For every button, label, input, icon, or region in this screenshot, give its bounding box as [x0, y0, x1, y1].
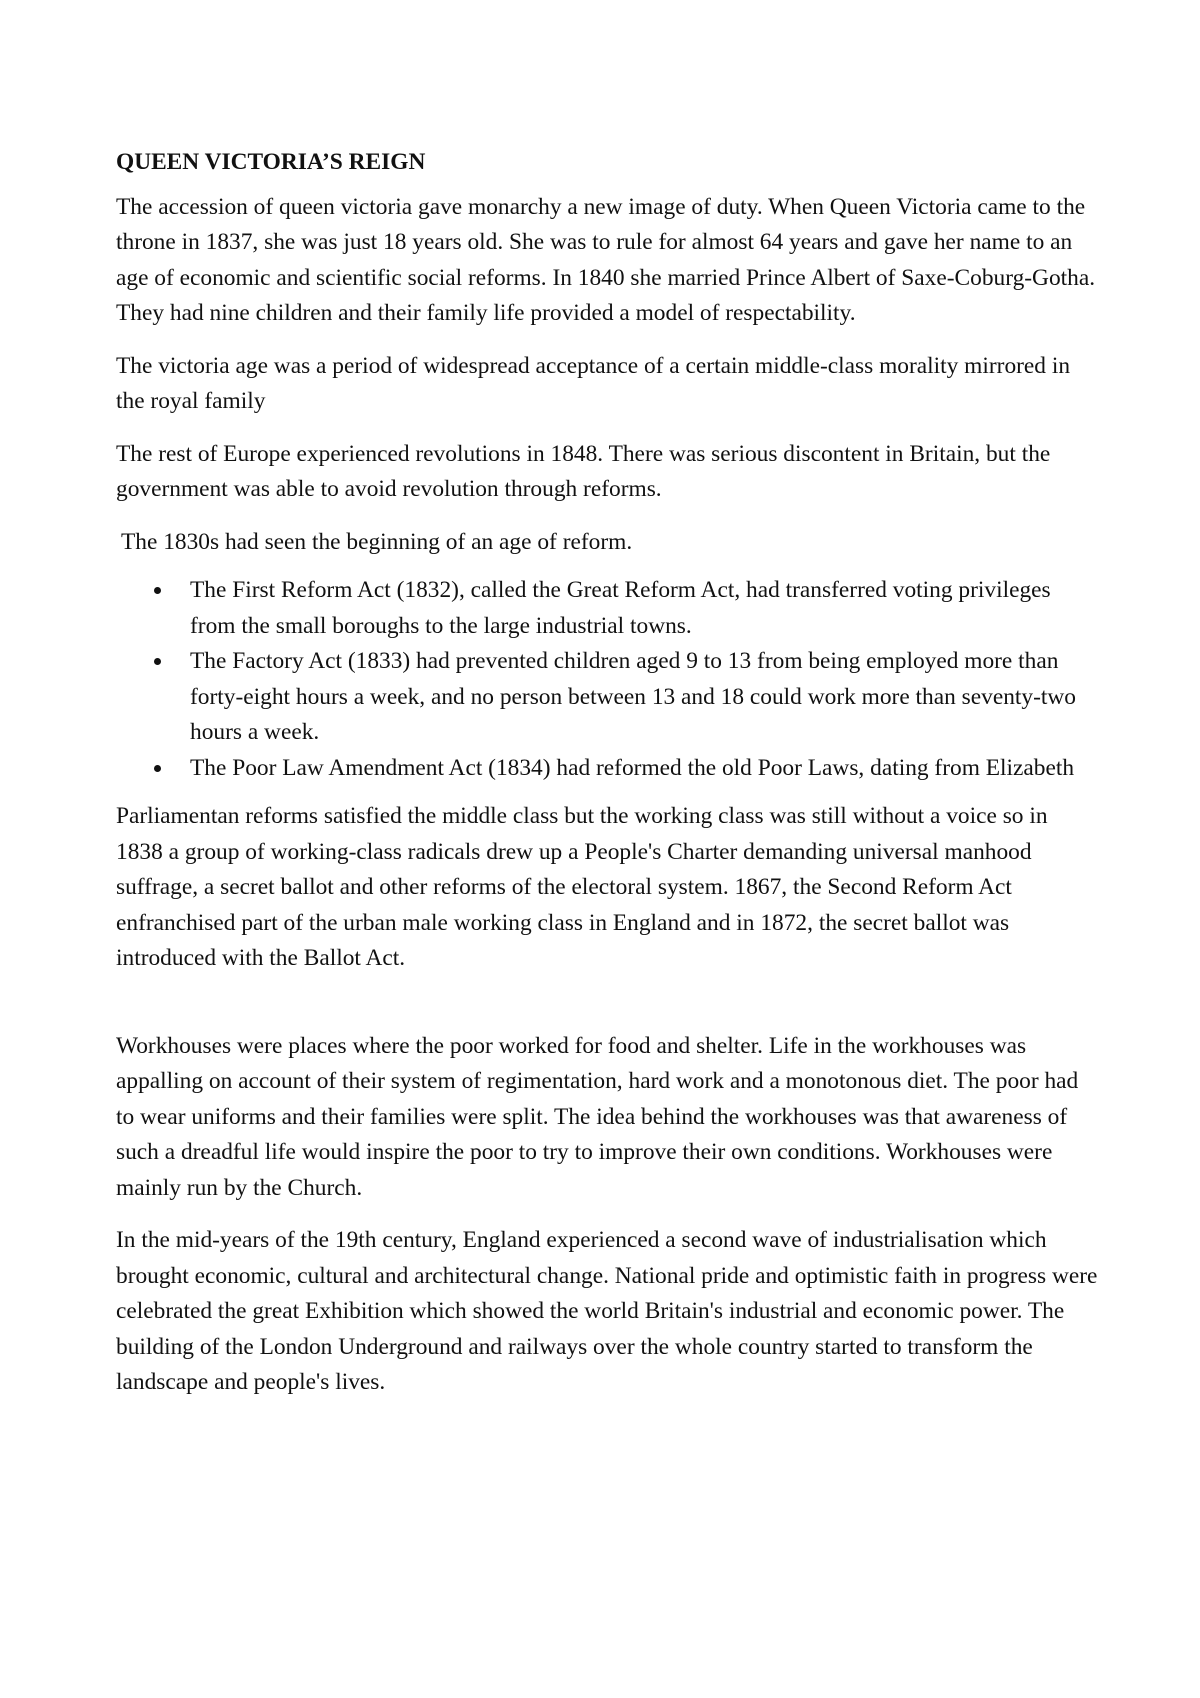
document-title: QUEEN VICTORIA’S REIGN: [116, 149, 426, 175]
bullet-icon: [154, 765, 161, 772]
list-item-text: The Poor Law Amendment Act (1834) had reformed the old Poor Laws, dating from Elizabeth: [190, 754, 1075, 781]
paragraph-industrialisation: In the mid-years of the 19th century, England experienced a second wave of industrialisation which brought economic, cultural and architectural change. National pride and optimistic faith in progress were celebrated the great Exhibition which showed the world Britain's industrial and economic power. The building of the London Underground and railways over the whole country started to transform the landscape and people's lives.: [116, 1227, 1098, 1395]
paragraph-europe-revolutions: The rest of Europe experienced revolutions in 1848. There was serious discontent in Britain, but the government was able to avoid revolution through reforms.: [116, 440, 1051, 502]
list-item: [116, 644, 1100, 751]
bullet-icon: [154, 587, 161, 594]
reform-acts-list: [116, 573, 1100, 786]
paragraph-victorian-age: The victoria age was a period of widespread acceptance of a certain middle-class morality mirrored in the royal family: [116, 352, 1071, 414]
list-item-text: The Factory Act (1833) had prevented children aged 9 to 13 from being employed more than forty-eight hours a week, and no person between 13 and 18 could work more than seventy-two hours a week.: [190, 648, 1077, 745]
paragraph-parliamentary-reforms: Parliamentan reforms satisfied the middle class but the working class was still without a voice so in 1838 a group of working-class radicals drew up a People's Charter demanding universal manhood suffrage, a secret ballot and other reforms of the electoral system. 1867, the Second Reform Act enfranchised part of the urban male working class in England and in 1872, the secret ballot was introduced with the Ballot Act.: [116, 803, 1048, 971]
paragraph-accession: The accession of queen victoria gave monarchy a new image of duty. When Queen Victoria came to the throne in 1837, she was just 18 years old. She was to rule for almost 64 years and gave her name to an age of economic and scientific social reforms. In 1840 she married Prince Albert of Saxe-Coburg-Gotha. They had nine children and their family life provided a model of respectability.: [116, 193, 1096, 326]
list-item-text: The First Reform Act (1832), called the Great Reform Act, had transferred voting privileges from the small boroughs to the large industrial towns.: [190, 577, 1051, 639]
paragraph-workhouses: Workhouses were places where the poor worked for food and shelter. Life in the workhouses was appalling on account of their system of regimentation, hard work and a monotonous diet. The poor had to wear uniforms and their families were split. The idea behind the workhouses was that awareness of such a dreadful life would inspire the poor to try to improve their own conditions. Workhouses were mainly run by the Church.: [116, 1032, 1079, 1201]
list-item: [116, 751, 1100, 787]
list-item: [116, 573, 1100, 644]
bullet-icon: [154, 658, 161, 665]
paragraph-age-of-reform: The 1830s had seen the beginning of an age of reform.: [121, 528, 633, 555]
